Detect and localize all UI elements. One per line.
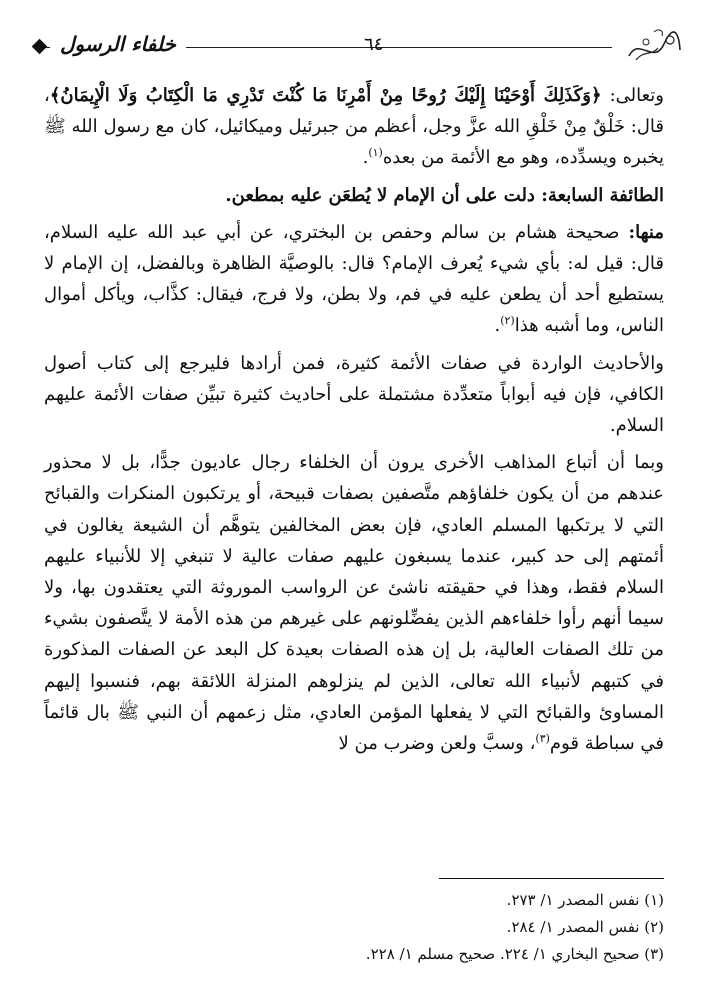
footnote-marker: (٢) bbox=[500, 314, 515, 328]
running-title: خلفاء الرسول bbox=[50, 28, 186, 60]
footnote-item: (٢) نفس المصدر ١/ ٢٨٤. bbox=[506, 918, 664, 936]
paragraph-p5 bbox=[44, 447, 664, 759]
footnotes bbox=[44, 887, 664, 968]
text-segment: منها: bbox=[619, 221, 664, 243]
text-segment: الطائفة السابعة: دلت على أن الإمام لا يُطعَن عليه بمطعن. bbox=[225, 184, 664, 206]
text-segment: ، قال: خَلْقٌ مِنْ خَلْقِ الله عزَّ وجل، أعظم من جبرئيل وميكائيل، كان مع رسول الله ﷺ يخبره ويسدِّده، وهو مع الأئمة من بعده bbox=[44, 85, 664, 169]
body-text bbox=[44, 80, 664, 765]
footnote-marker: (٣) bbox=[535, 732, 550, 746]
paragraph-p4 bbox=[44, 348, 664, 442]
paragraph-p2 bbox=[44, 180, 664, 211]
footnote-item: (١) نفس المصدر ١/ ٢٧٣. bbox=[506, 891, 664, 909]
diamond-ornament-icon bbox=[32, 39, 48, 55]
footnote-separator bbox=[439, 878, 664, 879]
text-segment: ، وسبَّ ولعن وضرب من لا bbox=[338, 733, 536, 755]
paragraph-p1 bbox=[44, 80, 664, 174]
text-segment: وبما أن أتباع المذاهب الأخرى يرون أن الخلفاء رجال عاديون جدًّا، بل لا محذور عندهم من أن يكون خلفاؤهم متَّصفين بصفات قبيحة، أو يرتكبون المنكرات والقبائح التي لا يرتكبها المسلم العادي، فإن بعض المخالفين يتوهَّم أن الشيعة يغالون في أئمتهم إلى حد كبير، عندما يسبغون عليهم صفات عالية لا تنبغي إلا للأنبياء عليهم السلام فقط، وهذا في حقيقته ناشئ عن الرواسب الموروثة التي يعتقدون بها، ولا سيما أنهم رأوا خلفاءهم الذين يفضِّلونهم على غيرهم من هذه الأمة لا يتَّصفون بشيء من تلك الصفات العالية، بل إن هذه الصفات بعيدة كل البعد عن الصفات المذكورة في كتبهم لأنبياء الله تعالى، الذين لم ينزلوهم المنزلة اللائقة بهم، فنسبوا إليهم المساوئ والقبائح التي لا يفعلها المؤمن العادي، مثل زعمهم أن النبي ﷺ بال قائماً في سباطة قوم bbox=[44, 452, 664, 755]
text-segment: . bbox=[494, 315, 501, 337]
footnote-marker: (١) bbox=[368, 146, 383, 160]
text-segment: والأحاديث الواردة في صفات الأئمة كثيرة، فمن أرادها فليرجع إلى كتاب أصول الكافي، فإن فيه أبواباً متعدِّدة مشتملة على أحاديث كثيرة تبيِّن صفات الأئمة عليهم السلام. bbox=[44, 352, 664, 437]
paragraph-p3 bbox=[44, 217, 664, 342]
floral-ornament-icon bbox=[624, 26, 684, 68]
page-header bbox=[26, 26, 684, 68]
footnote-item: (٣) صحيح البخاري ١/ ٢٢٤. صحيح مسلم ١/ ٢٢٨. bbox=[365, 945, 664, 963]
page-number: ٦٤ bbox=[364, 34, 384, 55]
text-segment: وتعالى: bbox=[601, 85, 664, 106]
text-segment: صحيحة هشام بن سالم وحفص بن البختري، عن أبي عبد الله عليه السلام، قال: قيل له: بأي شيء يُعرف الإمام؟ قال: بالوصيَّة الظاهرة وبالفضل، إن الإمام لا يستطيع أحد أن يطعن عليه في فم، ولا بطن، ولا فرج، فيقال: كذَّاب، ويأكل أموال الناس، وما أشبه هذا bbox=[44, 221, 664, 337]
text-segment: . bbox=[362, 147, 369, 169]
text-segment: ﴿وَكَذَلِكَ أَوْحَيْنَا إِلَيْكَ رُوحًا مِنْ أَمْرِنَا مَا كُنْتَ تَدْرِي مَا الْكِتَابُ وَلَا الْإِيمَانُ﴾ bbox=[49, 85, 602, 106]
